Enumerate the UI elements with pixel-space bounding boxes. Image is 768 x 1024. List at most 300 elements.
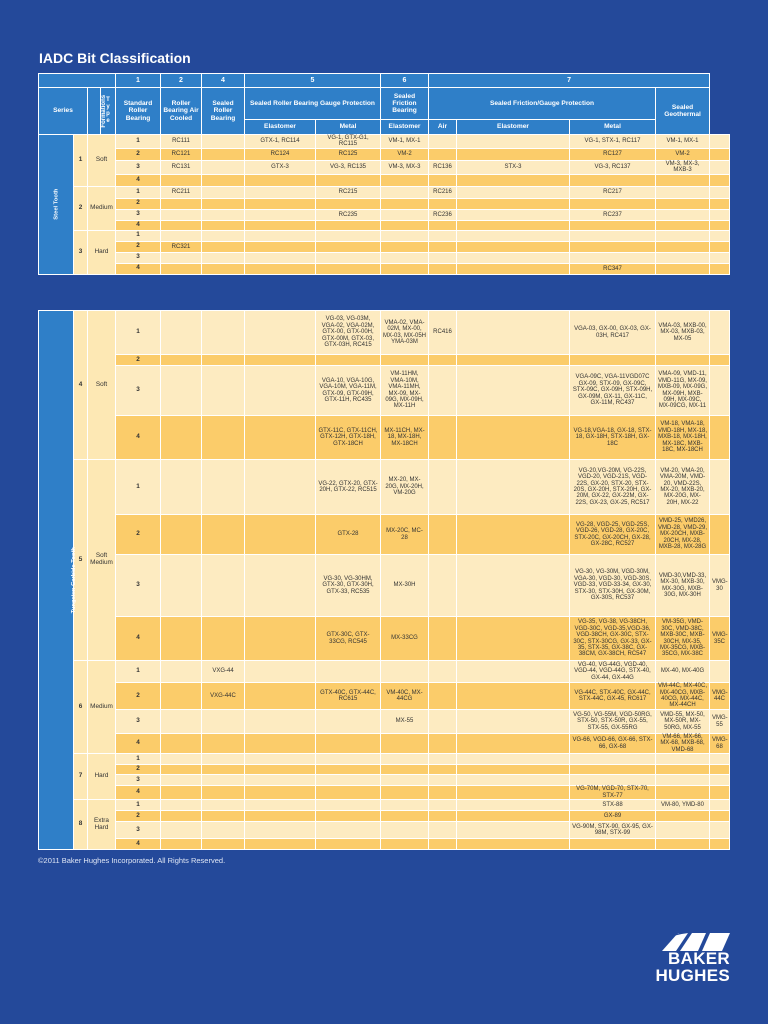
table-cell	[457, 811, 570, 822]
table-cell	[161, 209, 202, 220]
table-cell	[316, 198, 381, 209]
table-row	[39, 661, 730, 683]
table-cell	[245, 786, 316, 800]
type-number: 4	[116, 734, 161, 754]
table-cell: RC124	[245, 148, 316, 160]
table-cell: VM-18, VMA-18, VMD-18H, MX-18, MXB-18, MX-18H, MX-18C, MXB-18C, MX-18CH	[656, 416, 710, 460]
table-cell	[710, 198, 730, 209]
series-code: 7	[74, 754, 88, 800]
table-cell	[710, 311, 730, 355]
table-cell	[457, 460, 570, 515]
table-cell	[161, 775, 202, 786]
table-cell	[202, 460, 245, 515]
formation-label: Hard	[88, 230, 116, 274]
table-cell	[656, 209, 710, 220]
table-cell: VMG-30	[710, 555, 730, 617]
header-sealed-friction-bearing: Sealed Friction Bearing	[381, 88, 429, 120]
table-cell	[202, 355, 245, 366]
table-cell	[381, 174, 429, 186]
table-cell	[429, 515, 457, 555]
table-cell	[202, 311, 245, 355]
baker-hughes-logo	[620, 929, 732, 987]
table-row	[39, 800, 730, 811]
table-cell	[161, 355, 202, 366]
table-cell	[429, 710, 457, 734]
table-cell	[202, 241, 245, 252]
table-cell: RC131	[161, 160, 202, 174]
table-row	[39, 174, 730, 186]
table-cell: VMG-68	[710, 734, 730, 754]
table-row	[39, 366, 730, 416]
formation-label: Medium	[88, 661, 116, 754]
table-cell: GTX-11C, GTX-11CH, GTX-12H, GTX-18H, GTX-18CH	[316, 416, 381, 460]
type-number: 3	[116, 555, 161, 617]
table-cell	[161, 800, 202, 811]
table-cell	[245, 515, 316, 555]
table-cell: VXG-44	[202, 661, 245, 683]
table-cell	[710, 822, 730, 839]
table-cell	[161, 710, 202, 734]
table-cell	[710, 754, 730, 765]
table-cell	[710, 230, 730, 241]
table-cell	[570, 775, 656, 786]
header-num-7: 7	[429, 74, 710, 88]
type-number: 3	[116, 209, 161, 220]
table-cell	[245, 661, 316, 683]
table-row	[39, 734, 730, 754]
table-cell	[202, 775, 245, 786]
formation-label: Hard	[88, 754, 116, 800]
type-number: 1	[116, 311, 161, 355]
header-standard-roller-bearing: Standard Roller Bearing	[116, 88, 161, 135]
table-cell	[570, 220, 656, 230]
table-cell: VG-28, VGD-25, VGD-25S, VGD-26, VGD-28, GX-20C, STX-20C, GX-20CH, GX-28, GX-28C, RC527	[570, 515, 656, 555]
table-cell: VGA-10, VGA-10G, VGA-10M, VGA-11M, GTX-09, GTX-09H, GTX-11H, RC435	[316, 366, 381, 416]
header-num-6: 6	[381, 74, 429, 88]
table-cell	[202, 811, 245, 822]
table-cell	[245, 775, 316, 786]
header-type: Type	[101, 88, 116, 135]
header-air: Air	[429, 119, 457, 134]
table-cell	[429, 198, 457, 209]
table-cell	[710, 263, 730, 274]
table-cell: RC136	[429, 160, 457, 174]
table-row	[39, 230, 730, 241]
type-number: 3	[116, 775, 161, 786]
table-cell	[381, 839, 429, 850]
table-cell	[457, 765, 570, 775]
table-cell	[457, 839, 570, 850]
table-row	[39, 822, 730, 839]
table-cell	[245, 416, 316, 460]
table-cell: VG-3, RC135	[316, 160, 381, 174]
table-row	[39, 160, 730, 174]
type-number: 4	[116, 839, 161, 850]
series-code: 5	[74, 460, 88, 661]
table-cell	[316, 839, 381, 850]
table-cell	[161, 734, 202, 754]
table-cell	[656, 198, 710, 209]
table-cell	[570, 174, 656, 186]
table-cell	[202, 839, 245, 850]
table-cell: RC237	[570, 209, 656, 220]
table-cell	[202, 209, 245, 220]
table-cell	[245, 263, 316, 274]
table-cell: RC211	[161, 186, 202, 198]
table-cell: VGA-03, GX-00, GX-03, GX-03H, RC417	[570, 311, 656, 355]
table-cell	[457, 148, 570, 160]
table-cell	[656, 811, 710, 822]
table-cell	[710, 135, 730, 149]
table-cell	[161, 174, 202, 186]
table-cell	[429, 786, 457, 800]
header-sealed-friction-gauge: Sealed Friction/Gauge Protection	[429, 88, 656, 120]
table-row	[39, 311, 730, 355]
table-cell	[429, 148, 457, 160]
table-cell	[457, 209, 570, 220]
type-number: 4	[116, 220, 161, 230]
table-row	[39, 252, 730, 263]
table-cell	[202, 765, 245, 775]
type-number: 1	[116, 186, 161, 198]
table-cell	[457, 555, 570, 617]
table-cell	[429, 174, 457, 186]
header-num-5: 5	[245, 74, 381, 88]
table-cell	[656, 263, 710, 274]
table-cell	[245, 683, 316, 710]
table-cell: MX-30H	[381, 555, 429, 617]
table-cell	[457, 734, 570, 754]
table-cell	[245, 230, 316, 241]
table-cell	[457, 710, 570, 734]
header-sealed-roller-bearing: Sealed Roller Bearing	[202, 88, 245, 135]
table-cell	[656, 786, 710, 800]
formation-label: Extra Hard	[88, 800, 116, 850]
table-cell	[457, 230, 570, 241]
type-number: 4	[116, 174, 161, 186]
table-cell	[710, 148, 730, 160]
table-cell	[656, 186, 710, 198]
table-cell	[316, 241, 381, 252]
header-sealed-geothermal: Sealed Geothermal	[656, 88, 710, 135]
table-cell	[429, 617, 457, 661]
table-cell: GTX-1, RC114	[245, 135, 316, 149]
table-cell	[381, 263, 429, 274]
series-code: 6	[74, 661, 88, 754]
table-cell: GTX-3	[245, 160, 316, 174]
type-number: 1	[116, 230, 161, 241]
table-cell: VM-2	[656, 148, 710, 160]
table-cell	[381, 822, 429, 839]
table-cell	[316, 174, 381, 186]
table-cell: MX-20C, MC-28	[381, 515, 429, 555]
table-cell	[161, 366, 202, 416]
table-cell	[202, 230, 245, 241]
table-cell	[710, 355, 730, 366]
table-cell	[245, 198, 316, 209]
type-number: 2	[116, 355, 161, 366]
table-cell: VM-2	[381, 148, 429, 160]
table-cell: VMG-44C	[710, 683, 730, 710]
page-title: IADC Bit Classification	[39, 50, 191, 66]
table-cell: RC216	[429, 186, 457, 198]
table-cell	[429, 555, 457, 617]
header-formations: Formations	[88, 88, 101, 135]
table-cell	[161, 515, 202, 555]
table-cell	[245, 765, 316, 775]
formation-label: Soft Medium	[88, 460, 116, 661]
table-cell: VG-1, STX-1, RC117	[570, 135, 656, 149]
table-cell	[316, 355, 381, 366]
table-cell: VG-3, RC137	[570, 160, 656, 174]
table-cell	[656, 355, 710, 366]
table-cell: VM-3, MX-3, MXB-3	[656, 160, 710, 174]
table-cell: RC235	[316, 209, 381, 220]
table-cell	[161, 555, 202, 617]
type-number: 3	[116, 822, 161, 839]
table-cell	[656, 839, 710, 850]
table-cell	[656, 822, 710, 839]
header-roller-bearing-air-cooled: Roller Bearing Air Cooled	[161, 88, 202, 135]
table-cell	[202, 148, 245, 160]
table-cell	[429, 765, 457, 775]
table-cell	[710, 811, 730, 822]
table-cell	[710, 160, 730, 174]
table-cell	[457, 252, 570, 263]
type-number: 2	[116, 765, 161, 775]
table-cell: VM-20, VMA-20, VMA-20M, VMD-20, VMD-22S, MX-20, MXB-20, MX-20G, MX-20H, MX-22	[656, 460, 710, 515]
table-cell: MX-33CG	[381, 617, 429, 661]
table-cell	[161, 661, 202, 683]
table-cell: GTX-30C, GTX-33CG, RC545	[316, 617, 381, 661]
table-row	[39, 839, 730, 850]
type-number: 1	[116, 460, 161, 515]
table-cell	[316, 800, 381, 811]
header-series: Series	[39, 88, 88, 135]
table-row	[39, 209, 730, 220]
table-row	[39, 135, 730, 149]
table-cell: RC121	[161, 148, 202, 160]
table-cell: GX-89	[570, 811, 656, 822]
table-cell: RC321	[161, 241, 202, 252]
table-cell	[161, 822, 202, 839]
table-cell	[381, 186, 429, 198]
series-code: 3	[74, 230, 88, 274]
table-row	[39, 710, 730, 734]
table-cell: MX-55	[381, 710, 429, 734]
table-cell	[570, 355, 656, 366]
table-cell	[710, 174, 730, 186]
table-cell: RC236	[429, 209, 457, 220]
header-elastomer-friction: Elastomer	[381, 119, 429, 134]
table-cell	[570, 754, 656, 765]
table-cell: VM-66, MX-66, MX-68, MXB-68, VMD-68	[656, 734, 710, 754]
table-cell	[245, 366, 316, 416]
table-cell: VMD-25, VMD26, VMD-28, VMD-29, MX-20CH, MXB-20CH, MX-28, MXB-28, MX-28G	[656, 515, 710, 555]
table-cell	[202, 754, 245, 765]
table-cell	[457, 174, 570, 186]
table-cell	[710, 252, 730, 263]
table-cell	[710, 220, 730, 230]
type-number: 4	[116, 786, 161, 800]
table-cell	[381, 252, 429, 263]
table-cell	[457, 416, 570, 460]
table-cell	[245, 811, 316, 822]
table-cell	[381, 230, 429, 241]
table-row	[39, 263, 730, 274]
table-cell	[429, 460, 457, 515]
type-number: 3	[116, 252, 161, 263]
formation-label: Soft	[88, 311, 116, 460]
type-number: 4	[116, 617, 161, 661]
table-row	[39, 186, 730, 198]
table-cell	[381, 661, 429, 683]
table-cell	[381, 220, 429, 230]
table-cell	[202, 263, 245, 274]
table-cell: VM-80, YMD-80	[656, 800, 710, 811]
table-cell	[316, 710, 381, 734]
table-cell: VMA-09, VMD-11, VMD-11G, MX-09, MXB-09, MX-09G, MX-09H, MXB-09H, MX-09C, MX-09CG, MX-11	[656, 366, 710, 416]
table-cell: VMA-03, MXB-00, MX-03, MXB-03, MX-05	[656, 311, 710, 355]
table-cell	[202, 174, 245, 186]
table-cell	[429, 135, 457, 149]
table-cell: VG-35, VG-38, VG-38CH, VGD-30C, VGD-35,VGD-36, VGD-38CH, GX-30C, STX-30C, STX-30CG, GX-33, GX-35, STX-35, GX-38C, GX-38CM, GX-38CH, RC547	[570, 617, 656, 661]
table-cell	[457, 754, 570, 765]
series-label: Steel Tooth	[39, 135, 74, 275]
table-cell	[245, 311, 316, 355]
table-cell	[245, 754, 316, 765]
table-cell	[570, 252, 656, 263]
table-cell: VM-1, MX-1	[656, 135, 710, 149]
table-cell	[457, 683, 570, 710]
table-row	[39, 355, 730, 366]
table-cell	[457, 220, 570, 230]
table-cell	[245, 241, 316, 252]
table-cell	[316, 263, 381, 274]
table-cell	[316, 765, 381, 775]
table-cell	[457, 515, 570, 555]
type-number: 3	[116, 366, 161, 416]
table-cell	[161, 839, 202, 850]
table-cell	[570, 230, 656, 241]
table-cell	[656, 765, 710, 775]
table-cell: STX-88	[570, 800, 656, 811]
table-cell	[429, 811, 457, 822]
table-cell	[381, 775, 429, 786]
table-cell	[316, 252, 381, 263]
table-cell: RC111	[161, 135, 202, 149]
table-cell	[457, 617, 570, 661]
table-cell: VG-70M, VGD-70, STX-70, STX-77	[570, 786, 656, 800]
table-cell: VMG-55	[710, 710, 730, 734]
table-cell	[161, 460, 202, 515]
table-cell	[202, 416, 245, 460]
table-cell	[245, 734, 316, 754]
table-cell	[429, 252, 457, 263]
logo-text-baker: BAKER	[668, 949, 730, 968]
table-cell	[202, 366, 245, 416]
table-cell	[457, 822, 570, 839]
table-cell: VM-44C, MX-40C, MX-40CG, MXB-40CG, MX-44C, MX-44CH	[656, 683, 710, 710]
table-cell: VMD-30,VMD-33, MX-30, MXB-30, MX-30G, MXB-30G, MX-30H	[656, 555, 710, 617]
table-cell: VM-40C, MX-44CG	[381, 683, 429, 710]
table-cell: RC416	[429, 311, 457, 355]
series-code: 8	[74, 800, 88, 850]
table-cell	[381, 241, 429, 252]
logo-mark-icon	[660, 929, 732, 951]
table-cell	[570, 241, 656, 252]
table-cell	[429, 839, 457, 850]
table-cell	[429, 800, 457, 811]
table-cell	[245, 710, 316, 734]
table-cell	[245, 839, 316, 850]
table-cell	[429, 220, 457, 230]
table-cell	[457, 800, 570, 811]
table-cell	[316, 661, 381, 683]
table-cell	[202, 252, 245, 263]
type-number: 3	[116, 160, 161, 174]
table-cell	[656, 754, 710, 765]
table-cell: RC125	[316, 148, 381, 160]
type-number: 1	[116, 661, 161, 683]
table-cell: VG-22, GTX-20, GTX-20H, GTX-22, RC515	[316, 460, 381, 515]
table-cell	[245, 822, 316, 839]
table-cell	[457, 311, 570, 355]
table-cell	[710, 515, 730, 555]
table-cell	[316, 734, 381, 754]
table-cell	[656, 241, 710, 252]
table-cell	[381, 786, 429, 800]
table-cell	[316, 754, 381, 765]
type-number: 4	[116, 263, 161, 274]
header-metal: Metal	[316, 119, 381, 134]
table-cell	[710, 800, 730, 811]
series-label: Tungsten Carbide Tooth	[39, 311, 74, 850]
classification-table-tungsten	[38, 310, 730, 850]
table-row	[39, 241, 730, 252]
table-cell: VG-66, VGD-66, GX-66, STX-66, GX-68	[570, 734, 656, 754]
header-num-4: 4	[202, 74, 245, 88]
table-cell	[245, 355, 316, 366]
table-cell	[457, 263, 570, 274]
table-cell	[202, 786, 245, 800]
table-cell: MX-11CH, MX-18, MX-18H, MX-18CH	[381, 416, 429, 460]
table-row	[39, 811, 730, 822]
table-cell	[429, 754, 457, 765]
series-code: 2	[74, 186, 88, 230]
table-row	[39, 198, 730, 209]
table-cell	[316, 775, 381, 786]
table-cell: VGA-09C, VGA-11VGD07C GX-09, STX-09, GX-09C, STX-09C, GX-09H, STX-09H, GX-09M, GX-11, GX-11C, GX-11M, RC437	[570, 366, 656, 416]
table-cell	[161, 811, 202, 822]
table-row	[39, 460, 730, 515]
table-cell	[656, 230, 710, 241]
table-cell: VG-50, VG-55M, VGD-50RG, STX-50, STX-50R, GX-55, STX-55, GX-55RG	[570, 710, 656, 734]
table-cell	[161, 311, 202, 355]
table-cell	[570, 765, 656, 775]
table-row	[39, 148, 730, 160]
table-cell	[161, 754, 202, 765]
table-cell	[381, 765, 429, 775]
table-cell	[161, 252, 202, 263]
table-cell: RC127	[570, 148, 656, 160]
table-cell	[316, 786, 381, 800]
table-cell	[202, 734, 245, 754]
table-cell	[245, 209, 316, 220]
table-cell	[710, 209, 730, 220]
header-metal-gauge: Metal	[570, 119, 656, 134]
table-cell	[656, 775, 710, 786]
